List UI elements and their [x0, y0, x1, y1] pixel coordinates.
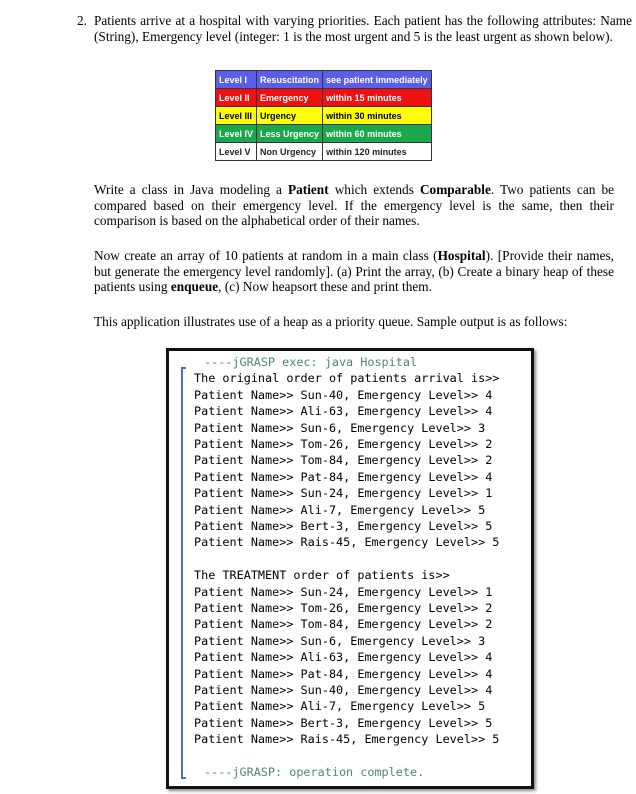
text: . Two patients can be compared based on their emergency level. If the emergency level is the same, then their comparison is based on the alphabetical order of their names.: [94, 182, 614, 228]
level-row: [216, 125, 432, 143]
console-line: Patient Name>> Sun-6, Emergency Level>> 3: [194, 633, 486, 648]
console-line: Patient Name>> Ali-7, Emergency Level>> 5: [194, 699, 486, 714]
level-time: within 15 minutes: [323, 89, 432, 107]
level-time: within 120 minutes: [323, 143, 432, 161]
level-name: Urgency: [257, 107, 323, 125]
text: , (c) Now heapsort these and print them.: [218, 279, 432, 294]
level-time: within 60 minutes: [323, 125, 432, 143]
level-level: Level II: [216, 89, 257, 107]
level-name: Emergency: [257, 89, 323, 107]
level-level: Level I: [216, 71, 257, 89]
text: which extends: [328, 182, 420, 197]
console-line: Patient Name>> Tom-84, Emergency Level>> 2: [194, 453, 493, 468]
console-output: [166, 348, 534, 789]
text: Comparable: [419, 182, 491, 197]
console-line: Patient Name>> Pat-84, Emergency Level>> 4: [194, 666, 493, 681]
emergency-levels-table: [215, 70, 432, 161]
console-line: ----jGRASP: operation complete.: [204, 765, 425, 779]
console-line: Patient Name>> Sun-6, Emergency Level>> 3: [194, 420, 486, 435]
level-row: [216, 107, 432, 125]
paragraph-patient-class: [94, 182, 614, 229]
text: Patient: [288, 182, 329, 197]
text: Write a class in Java modeling a: [94, 182, 289, 197]
paragraph-hospital: [94, 248, 614, 295]
text: enqueue: [170, 279, 219, 294]
question: [77, 13, 632, 44]
console-line: Patient Name>> Rais-45, Emergency Level>> 5: [194, 732, 500, 747]
console-line: Patient Name>> Rais-45, Emergency Level>> 5: [194, 535, 500, 550]
level-level: Level III: [216, 107, 257, 125]
console-line: The TREATMENT order of patients is>>: [194, 568, 450, 583]
console-line: Patient Name>> Ali-7, Emergency Level>> 5: [194, 502, 486, 517]
level-time: see patient immediately: [323, 71, 432, 89]
level-row: [216, 89, 432, 107]
console-line: Patient Name>> Bert-3, Emergency Level>> 5: [194, 715, 493, 730]
console-line: Patient Name>> Sun-40, Emergency Level>> 4: [194, 387, 493, 402]
console-bracket: [181, 367, 183, 779]
console-line: ----jGRASP exec: java Hospital: [204, 355, 418, 369]
console-line: Patient Name>> Pat-84, Emergency Level>> 4: [194, 469, 493, 484]
question-text: Patients arrive at a hospital with varying priorities. Each patient has the following attributes: Name (String), Emergency level (integer: 1 is the most urgent and 5 is the least urgent as shown below).: [94, 13, 632, 44]
level-row: [216, 71, 432, 89]
console-line: Patient Name>> Bert-3, Emergency Level>> 5: [194, 519, 493, 533]
console-line: The original order of patients arrival is>>: [194, 371, 500, 386]
console-line: Patient Name>> Tom-26, Emergency Level>> 2: [194, 601, 493, 615]
paragraph-sample: This application illustrates use of a heap as a priority queue. Sample output is as follows:: [94, 314, 568, 329]
question-number: 2.: [77, 13, 87, 28]
level-name: Resuscitation: [257, 71, 323, 89]
console-line: Patient Name>> Sun-24, Emergency Level>> 1: [194, 486, 493, 501]
text: Hospital: [437, 248, 486, 263]
console-line: Patient Name>> Tom-84, Emergency Level>> 2: [194, 617, 493, 632]
text: Now create an array of 10 patients at random in a main class (: [94, 248, 438, 263]
level-level: Level V: [216, 143, 257, 161]
console-line: Patient Name>> Sun-40, Emergency Level>> 4: [194, 683, 493, 697]
console-line: Patient Name>> Ali-63, Emergency Level>> 4: [194, 404, 493, 419]
level-name: Less Urgency: [257, 125, 323, 143]
level-time: within 30 minutes: [323, 107, 432, 125]
level-name: Non Urgency: [257, 143, 323, 161]
level-row: [216, 143, 432, 161]
level-level: Level IV: [216, 125, 257, 143]
console-line: Patient Name>> Sun-24, Emergency Level>> 1: [194, 584, 493, 599]
console-line: Patient Name>> Tom-26, Emergency Level>> 2: [194, 437, 493, 451]
console-line: Patient Name>> Ali-63, Emergency Level>> 4: [194, 650, 493, 665]
text: ). [Provide their names, but generate the emergency level randomly]. (a) Print the array, (b) Create a binary heap of these patients using: [94, 248, 614, 294]
